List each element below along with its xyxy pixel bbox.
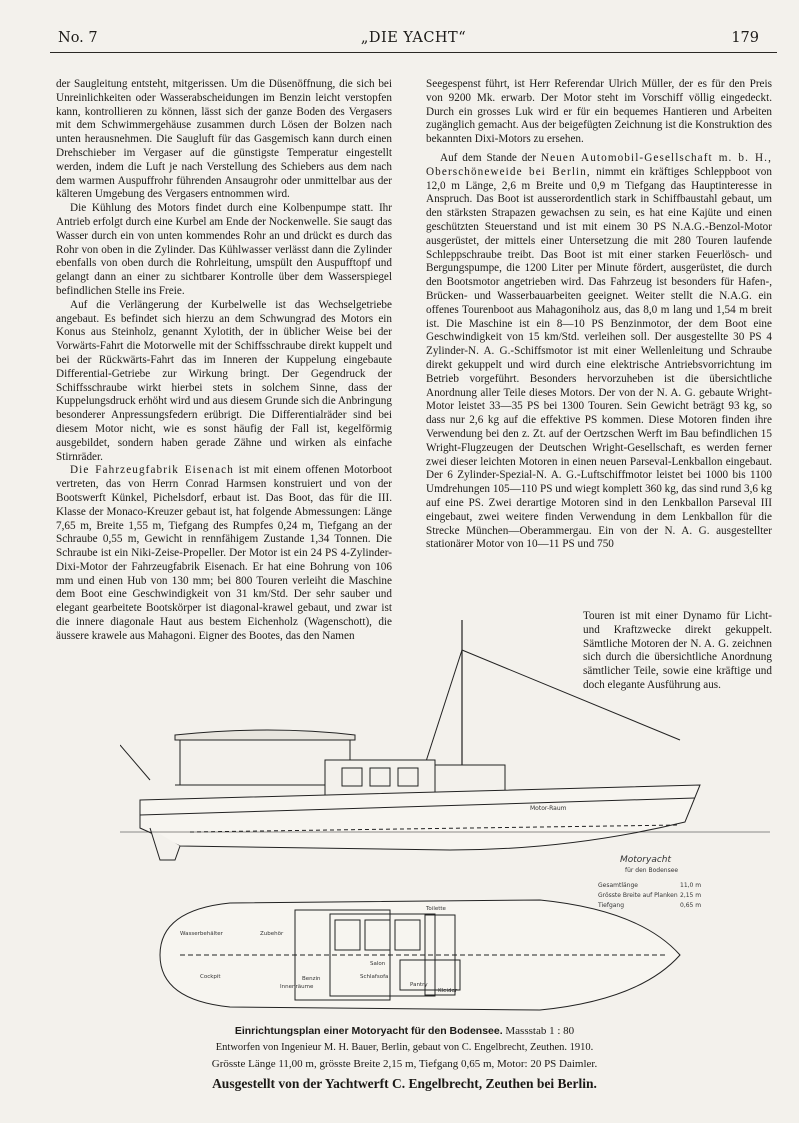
drawing-label: Motor-Raum: [530, 805, 567, 812]
figure-dimensions: Grösste Länge 11,00 m, grösste Breite 2,15 m, Tiefgang 0,65 m, Motor: 20 PS Daimler.: [211, 1058, 598, 1070]
issue-number: No. 7: [58, 30, 98, 46]
page-number: 179: [731, 30, 759, 46]
plan-label: Benzin: [302, 976, 321, 982]
plan-label: Salon: [370, 961, 386, 967]
flagstaff: [120, 745, 150, 780]
dimension-value: 0,65 m: [680, 902, 702, 909]
paragraph-lead: Auf dem Stande der: [440, 151, 541, 164]
company-name: Die Fahrzeugfabrik Eisenach: [70, 464, 234, 477]
paragraph-text: ist mit einem offenen Motorboot vertreten, das von Herrn Conrad Harmsen konstruiert und von der Bootswerft Künkel, Pichelsdorf, erbaut ist. Das Boot, das für die III. Klasse der Monaco-Kreuzer gebaut ist, hat folgende Abmessungen: Länge 7,65 m, Breite 1,55 m, Tiefgang des Rumpfes 0,24 m, Tiefgang an der Schraube 0,55 m, Gewicht in rennfähigem Zustande 1,34 Tonnen. Die Schraube ist ein Niki-Zeise-Propeller. Der Motor ist ein 24 PS 4-Zylinder-Dixi-Motor der Fahrzeugfabrik Eisenach. Er hat eine Bohrung von 106 mm und einen Hub von 130 mm; bei 800 Touren verleiht die Maschine dem Boot eine Geschwindigkeit von 31 km/Std. Der sehr sauber und elegant gearbeitete Bootskörper ist diagonal-krawel gebaut, und zwar ist die innere diagonale Haut aus bestem Eichenholz (Wagenschott), die äussere krawele aus Mahagoni. Eigner des Bootes, das den Namen: [56, 464, 392, 642]
hull: [140, 785, 700, 850]
caption-scale: Massstab 1 : 80: [502, 1025, 575, 1037]
page-header: [58, 30, 769, 54]
exhibitor-line: Ausgestellt von der Yachtwerft C. Engelbrecht, Zeuthen bei Berlin.: [212, 1076, 597, 1091]
figure-caption: [50, 1025, 759, 1037]
company-name: Neuen Automobil-Gesellschaft m. b. H., Oberschöneweide bei Berlin,: [426, 151, 772, 178]
caption-title: Einrichtungsplan einer Motoryacht für den Bodensee.: [234, 1025, 503, 1037]
dimension-label: Tiefgang: [598, 902, 625, 909]
dimension-label: Gesamtlänge: [598, 882, 638, 889]
paragraph: Touren ist mit einer Dynamo für Licht- und Kraftzwecke direkt gekuppelt. Sämtliche Motoren der N. A. G. zeichnen sich durch die übersichtliche Anordnung sämtlicher Teile, sowie eine kräftige und doch elegante Ausführung aus.: [583, 610, 772, 691]
dimension-value: 2,15 m: [680, 892, 702, 899]
drawing-title: Motoryacht: [620, 855, 672, 865]
plan-label: Toilette: [426, 906, 446, 912]
rigging-line: [462, 650, 680, 740]
plan-label: Innenräume: [280, 984, 314, 990]
side-elevation: [120, 620, 770, 860]
dimension-value: 11,0 m: [680, 882, 702, 889]
plan-label: Wasserbehälter: [180, 931, 223, 937]
plan-label: Cockpit: [200, 974, 221, 980]
paragraph: [426, 152, 772, 552]
drawing-subtitle: für den Bodensee: [625, 867, 679, 874]
paragraph: Auf die Verlängerung der Kurbelwelle ist das Wechselgetriebe angebaut. Es befindet sich hierzu an dem Schwungrad des Motors ein Konus aus Steinholz, genannt Xylotith, der in üblicher Weise bei der Vorwärts-Fahrt die Motorwelle mit der Schiffsschraube direkt kuppelt und bei der Rückwärts-Fahrt das im Inneren der Kuppelung eingebaute Differential-Getriebe zur Wirkung bringt. Der Gegendruck der Schiffsschraube wirkt hierbei stets in solchem Sinne, dass der Kuppelungsdruck erhöht wird und aus diesem Grunde sich die Anbringung besonderer Anpressungsfedern erübrigt. Die Differentialräder sind bei diesem Motor nicht, wie es sonst häufig der Fall ist, kegelförmig ausgebildet, sondern haben gerade Zähne und wirken als einfache Stirnräder.: [56, 298, 392, 463]
paragraph: Die Kühlung des Motors findet durch eine Kolbenpumpe statt. Ihr Antrieb erfolgt durch eine Kurbel am Ende der Nockenwelle. Sie saugt das Wasser durch ein von unten kommendes Rohr an und drückt es durch das Rohr von oben in die Zylinder. Das Kühlwasser verlässt dann die Zylinder ebenfalls von oben durch die Rohrleitung, umspült den Auspufftopf und gelangt dann an einer zu sichtbarer Kontrolle über dem Wasserspiegel befindlichen Stelle ins Freie.: [56, 202, 392, 297]
dimension-table: [597, 855, 701, 909]
figure-credit: Entworfen von Ingenieur M. H. Bauer, Berlin, gebaut von C. Engelbrecht, Zeuthen. 1910.: [215, 1042, 594, 1053]
right-column: [426, 78, 772, 552]
plan-label: Pantry: [410, 982, 428, 988]
paragraph-text: nimmt ein kräftiges Schleppboot von 12,0 m Länge, 2,6 m Breite und 0,9 m Tiefgang das Hauptinteresse in Anspruch. Das Boot ist ausserordentlich stark in Schiffbaustahl gebaut, um den stärksten Strapazen gewachsen zu sein, es hat eine Kajüte und einen geschützten Steuerstand und ist mit einem 30 PS N.A.G.-Benzol-Motor ausgerüstet, der mittels einer Untersetzung die mit 280 Touren laufende Schleppschraube treibt. Das Boot ist mit einer starken Feuerlösch- und Bergungspumpe, die 1200 Liter per Minute fördert, ausgerüstet, die durch den Bootsmotor angetrieben wird. Das Fahrzeug ist besonders für Hafen-, Brücken- und Wasserbauarbeiten geeignet. Weiter stellt die N.A.G. ein offenes Tourenboot aus Mahagoniholz aus, das 8,0 m lang und 1,54 m breit ist. Die Maschine ist ein 8—10 PS Benzinmotor, der dem Boot eine Geschwindigkeit von 15 km/Std. verleihen soll. Der ausgestellte 30 PS 4 Zylinder-N. A. G.-Schiffsmotor ist mit einer Wellenleitung und Schraube direkt gekuppelt und wird durch eine elektrische Antriebsvorrichtung im Betrieb vorgeführt. Besonders hervorzuheben ist die übersichtliche Anordnung aller Teile dieses Motors. Der von der N. A. G. gebaute Wright-Motor leistet 33—35 PS bei 1300 Touren. Sein Gewicht beträgt 93 kg, so dass nur 2,6 kg auf die effektive PS kommen. Diese Motoren finden ihre Verwendung bei den z. Zt. auf der Oertzschen Werft im Bau befindlichen 15 Wright-Flugzeugen der Deutschen Wright-Gesellschaft, es werden ferner zwei dieser leichten Motoren in einen neuen Parseval-Lenkballon eingebaut. Der 6 Zylinder-Spezial-N. A. G.-Luftschiffmotor leistet bei 1000 bis 1100 Umdrehungen 105—110 PS und wiegt komplett 360 kg, das sind rund 3,6 kg auf eine PS. Zwei derartige Motoren sind in den Lenkballon Parseval III eingebaut, zwei weitere finden Verwendung in dem Lenkballon für die Strecke München—Oberammergau. Ein von der N. A. G. ausgestellter stationärer Motor von 10—11 PS und 750: [426, 165, 772, 551]
plan-view: [160, 900, 680, 1010]
paragraph: Seegespenst führt, ist Herr Referendar Ulrich Müller, der es für den Preis von 9200 Mk. erwarb. Der Motor steht im Vorschiff völlig eingedeckt. Durch ein grosses Luk wird er für ein bequemes Hantieren und Arbeiten zugänglich gemacht. Aus der beigefügten Zeichnung ist die Konstruktion des bekannten Dixi-Motors zu ersehen.: [426, 78, 772, 146]
yacht-drawing: [120, 610, 799, 1030]
dimension-label: Grösste Breite auf Planken: [598, 892, 678, 899]
header-rule: [50, 52, 777, 53]
paragraph: der Saugleitung entsteht, mitgerissen. Um die Düsenöffnung, die sich bei Unreinlichkeiten oder Wasserabscheidungen im Benzin leicht verstopfen kann, kontrollieren zu können, lässt sich der ganze Boden des Vergasers mit dem Schwimmergehäuse zusammen durch Lösen der Bolzen nach unten herausnehmen. Die Saugluft für das Gasgemisch kann durch einen Drehschieber im Vergaser auf die günstigste Temperatur eingestellt werden, indem die Luft je nach Verstellung des Schiebers aus dem nach dem warmen Auspuffrohr führenden Ansaugrohr oder unmittelbar aus der kälteren Umgebung des Vergasers entnommen wird.: [56, 78, 392, 201]
plan-label: Zubehör: [260, 931, 284, 937]
awning: [175, 730, 355, 740]
journal-title: „DIE YACHT“: [360, 30, 467, 46]
plan-label: Kleider: [438, 988, 458, 994]
left-column: [56, 78, 392, 644]
plan-label: Schlafsofa: [360, 974, 389, 980]
